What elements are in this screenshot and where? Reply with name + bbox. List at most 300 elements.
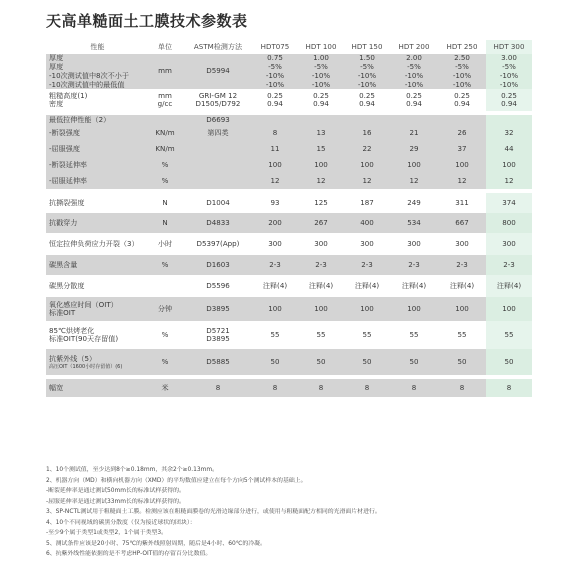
unit-cell (146, 349, 184, 375)
value-cell-line: 11 (270, 144, 280, 153)
value-cell-line: 50 (409, 357, 419, 366)
value-cell-line: 100 (455, 160, 469, 169)
value-cell (252, 141, 298, 157)
method-cell-line: D5994 (206, 66, 230, 76)
value-cell-line: 12 (457, 176, 467, 185)
property-cell-line: 密度 (49, 99, 64, 109)
value-cell-line: 0.94 (267, 99, 283, 109)
value-cell (344, 157, 390, 173)
unit-cell (146, 213, 184, 233)
value-cell-line: 100 (502, 304, 516, 313)
value-cell (438, 349, 486, 375)
value-cell-line: 22 (362, 144, 372, 153)
value-cell-line: 16 (362, 128, 372, 137)
value-cell (390, 193, 438, 213)
value-cell-line: 0.25 (501, 90, 517, 100)
value-cell (252, 213, 298, 233)
column-header: 单位 (146, 40, 184, 54)
value-cell-line: 8 (411, 383, 417, 392)
value-cell-line: 注释(4) (354, 281, 380, 290)
value-cell (486, 233, 532, 255)
property-cell (46, 275, 146, 297)
value-cell-line: 0.94 (406, 99, 422, 109)
unit-cell (146, 379, 184, 397)
value-cell-line: 44 (504, 144, 514, 153)
property-cell-line: -断裂延伸率 (49, 160, 88, 169)
footnote-line: 2、机器方向（MD）和横向机器方向（XMD）的平均数值应建立在每个方向5个测试样本的基础上。 (46, 477, 307, 484)
value-cell-line: 8 (272, 128, 278, 137)
value-cell-line: 0.75 (267, 54, 283, 62)
value-cell (298, 255, 344, 275)
table-row (46, 213, 532, 233)
method-cell-line: 8 (215, 383, 221, 392)
method-cell (184, 173, 252, 189)
value-cell-line: 400 (360, 218, 374, 227)
value-cell (486, 379, 532, 397)
unit-cell-line: mm (158, 90, 172, 100)
value-cell-line: 100 (314, 304, 328, 313)
value-cell-line: 55 (504, 330, 514, 339)
unit-cell (146, 255, 184, 275)
property-cell-line: -10次测试值中8次不小于 (49, 70, 129, 80)
value-cell (486, 115, 532, 125)
value-cell (390, 157, 438, 173)
unit-cell (146, 157, 184, 173)
value-cell (390, 141, 438, 157)
method-cell (184, 379, 252, 397)
value-cell-line: 12 (270, 176, 280, 185)
value-cell-line: 300 (314, 239, 328, 248)
value-cell (252, 349, 298, 375)
value-cell (252, 173, 298, 189)
value-cell-line: 200 (268, 218, 282, 227)
footnote-line: 5、测试条件应该是20小时、75℃的紫外线照射周期，随后是4小时、60℃的冷凝。 (46, 540, 266, 547)
footnote-line: 3、SP-NCTL测试用于粗糙面土工膜。检测应该在粗糙面膜卷的光滑边缘部分进行，或使用与粗糙面配方相同的光滑面片材进行。 (46, 509, 381, 515)
value-cell-line: -5% (407, 61, 421, 71)
property-cell (46, 379, 146, 397)
unit-cell (146, 297, 184, 321)
value-cell (438, 115, 486, 125)
unit-cell-line: % (161, 160, 169, 169)
table-row (46, 275, 532, 297)
value-cell-line: -10% (357, 79, 377, 89)
value-cell-line: 2-3 (269, 260, 281, 269)
method-cell (184, 157, 252, 173)
value-cell-line: 12 (316, 176, 326, 185)
unit-cell (146, 141, 184, 157)
property-cell (46, 157, 146, 173)
method-cell (184, 193, 252, 213)
table-row (46, 89, 532, 111)
unit-cell-line: KN/m (155, 128, 175, 137)
unit-cell (146, 54, 184, 89)
value-cell-line: 2-3 (408, 260, 420, 269)
property-cell (46, 349, 146, 375)
value-cell (298, 173, 344, 189)
value-cell-line: 534 (407, 218, 421, 227)
unit-cell-line: % (161, 176, 169, 185)
value-cell (390, 115, 438, 125)
property-cell (46, 233, 146, 255)
property-cell-line: -屈服延伸率 (49, 176, 88, 185)
property-cell-line: 抗戳穿力 (49, 218, 78, 227)
value-cell-line: -5% (502, 61, 516, 71)
property-cell-line: 粗糙高度(1) (49, 90, 88, 100)
unit-cell-line: % (161, 260, 169, 269)
value-cell-line: 100 (407, 160, 421, 169)
method-cell-line: GRI-GM 12 (198, 90, 238, 100)
property-cell (46, 125, 146, 141)
value-cell-line: 0.25 (454, 90, 470, 100)
value-cell-line: 300 (268, 239, 282, 248)
value-cell (298, 115, 344, 125)
property-cell-line: 最低拉伸性能（2） (49, 115, 111, 124)
unit-cell (146, 115, 184, 125)
value-cell-line: 0.94 (313, 99, 329, 109)
value-cell (298, 89, 344, 111)
unit-cell (146, 275, 184, 297)
value-cell (438, 321, 486, 349)
value-cell-line: 50 (504, 357, 514, 366)
property-cell-line: 标准OIT (49, 308, 76, 318)
value-cell (438, 141, 486, 157)
value-cell (390, 125, 438, 141)
property-cell (46, 173, 146, 189)
value-cell-line: 8 (364, 383, 370, 392)
method-cell-line: D4833 (206, 218, 230, 227)
method-cell (184, 125, 252, 141)
table-row (46, 54, 532, 89)
value-cell (438, 54, 486, 89)
value-cell-line: 267 (314, 218, 328, 227)
value-cell (298, 157, 344, 173)
value-cell (344, 173, 390, 189)
value-cell-line: 100 (502, 160, 516, 169)
value-cell-line: -10% (357, 70, 377, 80)
value-cell-line: 0.94 (454, 99, 470, 109)
unit-cell (146, 321, 184, 349)
value-cell (486, 141, 532, 157)
value-cell (252, 125, 298, 141)
value-cell-line: 0.25 (267, 90, 283, 100)
value-cell-line: 0.25 (406, 90, 422, 100)
footnote-line: 4、10个不同视域的碳黑分散度（仅为接近球状的团块）： (46, 519, 196, 526)
value-cell-line: 100 (314, 160, 328, 169)
property-cell (46, 89, 146, 111)
value-cell (486, 321, 532, 349)
unit-cell-line: % (161, 357, 169, 366)
value-cell-line: 50 (362, 357, 372, 366)
footnote-line: -断裂延伸率是通过测试50mm长的标准试样获得的。 (46, 488, 185, 494)
property-cell (46, 255, 146, 275)
value-cell-line: 注释(4) (401, 281, 427, 290)
value-cell-line: 2-3 (503, 260, 515, 269)
method-cell-line: D6693 (206, 115, 230, 124)
value-cell-line: -10% (404, 79, 424, 89)
value-cell-line: 注释(4) (496, 281, 522, 290)
property-cell-line: 幅宽 (49, 383, 64, 392)
value-cell-line: 55 (362, 330, 372, 339)
method-cell (184, 275, 252, 297)
value-cell (252, 321, 298, 349)
table-row (46, 349, 532, 375)
value-cell (344, 297, 390, 321)
method-cell (184, 54, 252, 89)
value-cell (438, 157, 486, 173)
value-cell-line: -10% (499, 70, 519, 80)
value-cell-line: 100 (455, 304, 469, 313)
value-cell-line: -5% (455, 61, 469, 71)
value-cell-line: 15 (316, 144, 326, 153)
unit-cell-line: mm (158, 66, 172, 76)
property-cell-line: 标准OIT(90天存留值) (49, 334, 119, 344)
method-cell (184, 233, 252, 255)
value-cell (344, 349, 390, 375)
property-cell-line: -断裂强度 (49, 128, 80, 137)
property-cell-line: 厚度 (49, 54, 64, 62)
property-cell-line: 碳黑含量 (49, 260, 78, 269)
value-cell-line: 0.25 (359, 90, 375, 100)
value-cell (344, 321, 390, 349)
value-cell (390, 213, 438, 233)
value-cell (298, 349, 344, 375)
table-row (46, 141, 532, 157)
property-cell (46, 321, 146, 349)
unit-cell (146, 125, 184, 141)
value-cell (390, 255, 438, 275)
value-cell-line: 3.00 (501, 54, 517, 62)
value-cell (252, 89, 298, 111)
value-cell-line: 100 (268, 160, 282, 169)
method-cell-line: D5397(App) (196, 239, 240, 248)
column-header: 性能 (46, 40, 146, 54)
method-cell (184, 297, 252, 321)
page-title: 天高单糙面土工膜技术参数表 (46, 12, 248, 30)
method-cell (184, 89, 252, 111)
value-cell (438, 125, 486, 141)
value-cell (390, 379, 438, 397)
column-header: HDT 150 (344, 40, 390, 54)
property-cell (46, 115, 146, 125)
value-cell-line: 8 (318, 383, 324, 392)
value-cell (438, 213, 486, 233)
value-cell-line: 0.25 (313, 90, 329, 100)
value-cell (344, 233, 390, 255)
value-cell-line: 300 (455, 239, 469, 248)
table-row (46, 255, 532, 275)
value-cell (486, 297, 532, 321)
method-cell-line: D3895 (206, 334, 230, 344)
column-header: ASTM检测方法 (184, 40, 252, 54)
value-cell-line: 50 (316, 357, 326, 366)
table-row (46, 125, 532, 141)
value-cell-line: 249 (407, 198, 421, 207)
value-cell (486, 213, 532, 233)
value-cell (298, 297, 344, 321)
value-cell-line: 32 (504, 128, 514, 137)
value-cell-line: 21 (409, 128, 419, 137)
spec-table (46, 40, 532, 397)
method-cell-line: D5885 (206, 357, 230, 366)
method-cell (184, 115, 252, 125)
value-cell-line: 374 (502, 198, 516, 207)
property-cell-line: 恒定拉伸负荷应力开裂（3） (49, 239, 139, 248)
value-cell (344, 379, 390, 397)
value-cell-line: -10% (499, 79, 519, 89)
value-cell (252, 233, 298, 255)
property-cell (46, 141, 146, 157)
value-cell (252, 115, 298, 125)
unit-cell-line: 小时 (157, 239, 173, 248)
value-cell (298, 233, 344, 255)
value-cell-line: 2-3 (456, 260, 468, 269)
value-cell (438, 173, 486, 189)
column-header: HDT 100 (298, 40, 344, 54)
value-cell-line: -10% (265, 70, 285, 80)
unit-cell-line: N (162, 198, 168, 207)
property-cell-line: 抗撕裂强度 (49, 198, 85, 207)
value-cell-line: 注释(4) (308, 281, 334, 290)
method-cell-line: 第四类 (207, 128, 229, 137)
footnotes (46, 465, 536, 560)
value-cell (298, 193, 344, 213)
method-cell (184, 255, 252, 275)
value-cell (486, 54, 532, 89)
method-cell (184, 141, 252, 157)
value-cell (390, 54, 438, 89)
value-cell-line: -10% (311, 70, 331, 80)
method-cell-line: D1505/D792 (195, 99, 241, 109)
value-cell-line: 12 (409, 176, 419, 185)
value-cell-line: 100 (407, 304, 421, 313)
value-cell (486, 193, 532, 213)
value-cell-line: 8 (272, 383, 278, 392)
unit-cell-line: N (162, 218, 168, 227)
value-cell (252, 297, 298, 321)
method-cell-line: D5721 (206, 325, 230, 335)
value-cell-line: 100 (268, 304, 282, 313)
value-cell (390, 173, 438, 189)
property-cell-line: 氧化感应时间（OIT） (49, 299, 118, 309)
value-cell-line: 55 (316, 330, 326, 339)
value-cell-line: -10% (265, 79, 285, 89)
value-cell (344, 255, 390, 275)
unit-cell (146, 233, 184, 255)
value-cell (252, 157, 298, 173)
value-cell (390, 233, 438, 255)
value-cell (298, 141, 344, 157)
value-cell-line: 187 (360, 198, 374, 207)
unit-cell-line: KN/m (155, 144, 175, 153)
value-cell-line: 667 (455, 218, 469, 227)
value-cell-line: 300 (407, 239, 421, 248)
value-cell (298, 125, 344, 141)
method-cell (184, 213, 252, 233)
property-cell-line: 厚度 (49, 61, 64, 71)
value-cell-line: 8 (506, 383, 512, 392)
table-row (46, 379, 532, 397)
value-cell-line: 注释(4) (449, 281, 475, 290)
value-cell-line: 37 (457, 144, 467, 153)
value-cell-line: 100 (360, 304, 374, 313)
property-cell-line: -10次测试值中的最低值 (49, 79, 125, 89)
value-cell-line: 50 (457, 357, 467, 366)
table-row (46, 115, 532, 125)
value-cell (438, 255, 486, 275)
property-cell-line: 碳黑分散度 (49, 281, 85, 290)
value-cell-line: -5% (360, 61, 374, 71)
column-header: HDT 250 (438, 40, 486, 54)
table-row (46, 233, 532, 255)
value-cell-line: 0.94 (359, 99, 375, 109)
value-cell (252, 54, 298, 89)
property-cell-line: 高压OIT（1600小时存留值）(6) (49, 363, 123, 370)
property-cell (46, 297, 146, 321)
value-cell (486, 125, 532, 141)
value-cell-line: 2.50 (454, 54, 470, 62)
value-cell-line: 100 (360, 160, 374, 169)
unit-cell-line: 分钟 (157, 304, 173, 313)
unit-cell (146, 173, 184, 189)
value-cell-line: 29 (409, 144, 419, 153)
table-row (46, 193, 532, 213)
value-cell (298, 275, 344, 297)
method-cell-line: D3895 (206, 304, 230, 313)
method-cell (184, 321, 252, 349)
value-cell-line: 26 (457, 128, 467, 137)
method-cell-line: D1004 (206, 198, 230, 207)
property-cell-line: -屈服强度 (49, 144, 80, 153)
value-cell (298, 54, 344, 89)
value-cell-line: 55 (270, 330, 280, 339)
value-cell-line: 0.94 (501, 99, 517, 109)
value-cell-line: 13 (316, 128, 326, 137)
value-cell-line: 50 (270, 357, 280, 366)
value-cell-line: -10% (452, 70, 472, 80)
value-cell (438, 233, 486, 255)
value-cell (298, 213, 344, 233)
value-cell (344, 89, 390, 111)
value-cell (486, 89, 532, 111)
value-cell-line: 12 (504, 176, 514, 185)
value-cell (344, 125, 390, 141)
value-cell-line: 1.00 (313, 54, 329, 62)
table-row (46, 321, 532, 349)
table-header-row (46, 40, 532, 54)
value-cell-line: 300 (360, 239, 374, 248)
value-cell-line: 125 (314, 198, 328, 207)
footnote-line: -屈服延伸率是通过测试33mm长的标准试样获得的。 (46, 498, 185, 505)
value-cell (486, 349, 532, 375)
method-cell-line: D5596 (206, 281, 230, 290)
value-cell (344, 141, 390, 157)
value-cell (252, 379, 298, 397)
value-cell-line: -10% (311, 79, 331, 89)
value-cell (252, 193, 298, 213)
value-cell-line: 55 (457, 330, 467, 339)
value-cell (390, 349, 438, 375)
unit-cell (146, 89, 184, 111)
property-cell (46, 213, 146, 233)
footnote-line: 1、10个测试值，至少达到8个≥0.18mm，其余2个≥0.13mm。 (46, 467, 219, 473)
property-cell-line: 抗紫外线（5） (49, 353, 97, 363)
value-cell (390, 297, 438, 321)
value-cell-line: -10% (452, 79, 472, 89)
unit-cell (146, 193, 184, 213)
value-cell-line: -5% (268, 61, 282, 71)
footnote-line: -至少9个属于类型1或类型2，1个属于类型3。 (46, 530, 168, 536)
value-cell (486, 255, 532, 275)
